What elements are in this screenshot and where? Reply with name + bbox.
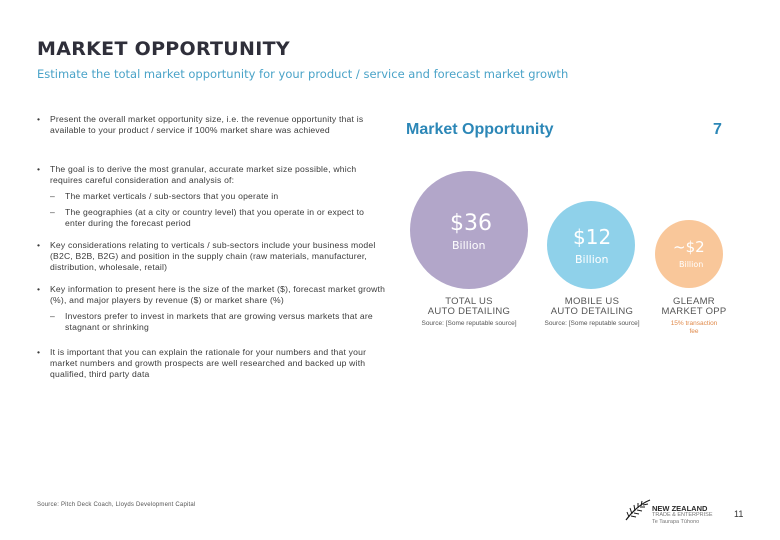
market-label-line: AUTO DETAILING <box>550 306 634 317</box>
market-label-gleamr <box>655 297 733 317</box>
logo-line: NEW ZEALAND <box>652 504 708 513</box>
market-label-total <box>419 297 519 317</box>
logo-line: TRADE & ENTERPRISE <box>652 512 713 518</box>
market-note-line: 15% transaction <box>670 320 718 327</box>
market-label-mobile <box>541 297 643 317</box>
market-label-line: MARKET OPP <box>661 306 727 317</box>
panel-title: Market Opportunity <box>406 121 554 138</box>
market-circle-gleamr <box>655 220 723 288</box>
market-label-line: TOTAL US <box>445 296 493 307</box>
slide-subtitle: Estimate the total market opportunity for your product / service and forecast market growth <box>37 67 569 81</box>
bullet-item: • Key information to present here is the size of the market ($), forecast market growth (%), and major players by revenue ($) or market share (%) <box>37 284 387 306</box>
sub-bullet-item: – The geographies (at a city or country level) that you operate in or expect to enter during the forecast period <box>37 207 387 229</box>
panel-number: 7 <box>713 121 722 138</box>
fern-logo-icon <box>624 498 652 522</box>
page-number: 11 <box>734 509 744 519</box>
logo-line: Te Taurapa Tūhono <box>652 519 700 525</box>
footer-source: Source: Pitch Deck Coach, Lloyds Development Capital <box>37 502 196 508</box>
market-amount: $36 <box>450 211 492 236</box>
market-label-line: GLEAMR <box>673 296 715 307</box>
bullet-item: • The goal is to derive the most granular, accurate market size possible, which requires careful consideration and analysis of: <box>37 164 387 186</box>
market-unit: Billion <box>679 260 704 269</box>
market-amount: $12 <box>573 225 612 249</box>
market-source: Source: [Some reputable source] <box>544 320 640 327</box>
bullet-list <box>37 114 387 380</box>
market-unit: Billion <box>575 253 609 266</box>
market-circle-total <box>410 171 528 289</box>
bullet-item: • It is important that you can explain the rationale for your numbers and that your market numbers and growth prospects are well researched and backed up with qualified, third party data <box>37 347 387 380</box>
slide-title: MARKET OPPORTUNITY <box>37 38 290 60</box>
market-amount: ~$2 <box>673 238 705 256</box>
bullet-item: • Present the overall market opportunity size, i.e. the revenue opportunity that is available to your product / service if 100% market share was achieved <box>37 114 387 150</box>
bullet-item: • Key considerations relating to verticals / sub-sectors include your business model (B2C, B2B, B2G) and position in the supply chain (raw materials, manufacturer, distribution, wholesale, retail) <box>37 240 387 273</box>
market-note-line: fee <box>689 328 699 335</box>
market-unit: Billion <box>452 239 486 252</box>
market-label-line: AUTO DETAILING <box>427 306 511 317</box>
sub-bullet-item: – The market verticals / sub-sectors that you operate in <box>37 191 387 202</box>
footer-logo-text <box>652 505 713 526</box>
market-note <box>660 320 728 336</box>
market-label-line: MOBILE US <box>564 296 620 307</box>
market-source: Source: [Some reputable source] <box>421 320 517 327</box>
market-circle-mobile <box>547 201 635 289</box>
sub-bullet-item: – Investors prefer to invest in markets that are growing versus markets that are stagnant or shrinking <box>37 311 387 333</box>
